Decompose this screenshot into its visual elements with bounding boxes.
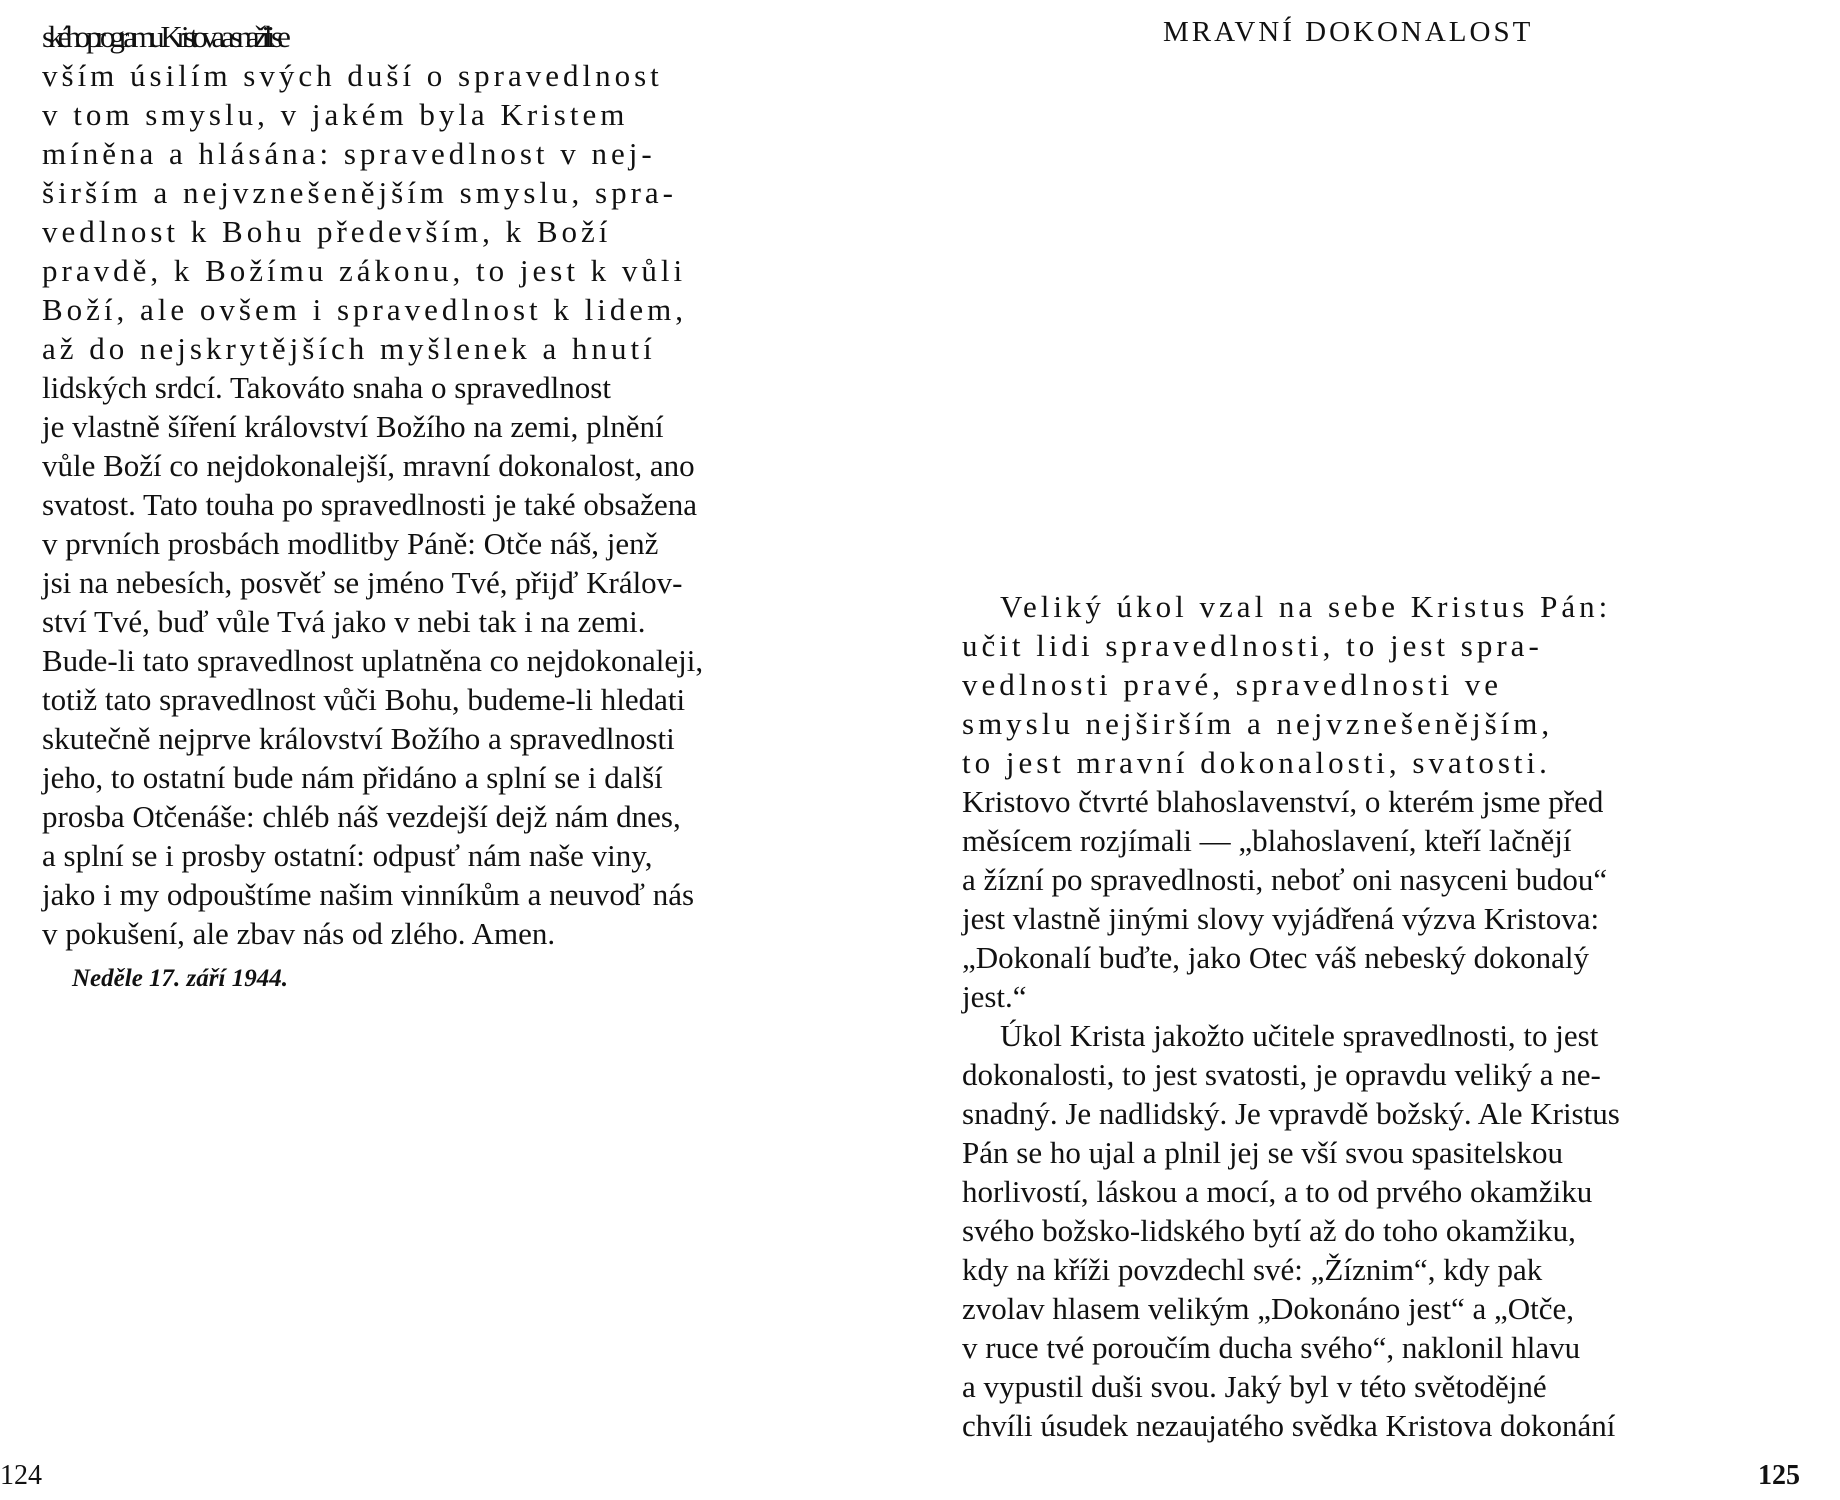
text-line: až do nejskrytějších myšlenek a hnutí <box>42 331 656 366</box>
text-line: širším a nejvznešenějším smyslu, spra- <box>42 175 677 210</box>
running-heading: MRAVNÍ DOKONALOST <box>1163 16 1534 48</box>
text-line: a splní se i prosby ostatní: odpusť nám naše viny, <box>42 838 653 873</box>
text-line: jest vlastně jinými slovy vyjádřená výzva Kristova: <box>962 901 1600 936</box>
text-line: a žízní po spravedlnosti, neboť oni nasyceni budou“ <box>962 862 1608 897</box>
text-line: jest.“ <box>962 979 1027 1014</box>
text-line: chvíli úsudek nezaujatého svědka Kristova dokonání <box>962 1408 1616 1443</box>
text-line: jako i my odpouštíme našim vinníkům a neuvoď nás <box>42 877 695 912</box>
text-line: prosba Otčenáše: chléb náš vezdejší dejž nám dnes, <box>42 799 681 834</box>
text-line: svatost. Tato touha po spravedlnosti je také obsažena <box>42 487 697 522</box>
text-line: míněna a hlásána: spravedlnost v nej- <box>42 136 656 171</box>
text-line: lidských srdcí. Takováto snaha o spravedlnost <box>42 370 611 405</box>
text-line: je vlastně šíření království Božího na zemi, plnění <box>42 409 664 444</box>
text-line: to jest mravní dokonalosti, svatosti. <box>962 745 1551 780</box>
text-line: v pokušení, ale zbav nás od zlého. Amen. <box>42 916 556 951</box>
text-line: smyslu nejširším a nejvznešenějším, <box>962 706 1554 741</box>
text-line: měsícem rozjímali — „blahoslavení, kteří lačnějí <box>962 823 1572 858</box>
text-line: snadný. Je nadlidský. Je vpravdě božský. Ale Kristus <box>962 1096 1620 1131</box>
text-line: skutečně nejprve království Božího a spravedlnosti <box>42 721 675 756</box>
text-line: v tom smyslu, v jakém byla Kristem <box>42 97 629 132</box>
text-line: jsi na nebesích, posvěť se jméno Tvé, přijď Králov- <box>42 565 683 600</box>
text-line: a vypustil duši svou. Jaký byl v této světodějné <box>962 1369 1547 1404</box>
text-line: Kristovo čtvrté blahoslavenství, o kterém jsme před <box>962 784 1604 819</box>
text-line: horlivostí, láskou a mocí, a to od prvého okamžiku <box>962 1174 1593 1209</box>
text-line: totiž tato spravedlnost vůči Bohu, budeme-li hledati <box>42 682 686 717</box>
text-line: pravdě, k Božímu zákonu, to jest k vůli <box>42 253 687 288</box>
text-line: svého božsko-lidského bytí až do toho okamžiku, <box>962 1213 1576 1248</box>
text-line: kdy na kříži povzdechl své: „Žíznim“, kdy pak <box>962 1252 1543 1287</box>
text-line: vůle Boží co nejdokonalejší, mravní dokonalost, ano <box>42 448 695 483</box>
text-line: dokonalosti, to jest svatosti, je opravdu veliký a ne- <box>962 1057 1601 1092</box>
text-line: Boží, ale ovšem i spravedlnost k lidem, <box>42 292 688 327</box>
text-line: Veliký úkol vzal na sebe Kristus Pán: <box>1000 589 1612 624</box>
text-line: Bude-li tato spravedlnost uplatněna co nejdokonaleji, <box>42 643 704 678</box>
text-line: vším úsilím svých duší o spravedlnost <box>42 58 663 93</box>
sermon-date: Neděle 17. září 1944. <box>72 965 288 992</box>
text-line: učit lidi spravedlnosti, to jest spra- <box>962 628 1543 663</box>
text-line: v ruce tvé poroučím ducha svého“, naklonil hlavu <box>962 1330 1581 1365</box>
text-line: vedlnost k Bohu především, k Boží <box>42 214 612 249</box>
page-number-right: 125 <box>1758 1460 1800 1491</box>
text-line: zvolav hlasem velikým „Dokonáno jest“ a „Otče, <box>962 1291 1575 1326</box>
text-line: jeho, to ostatní bude nám přidáno a splní se i další <box>42 760 663 795</box>
text-line: v prvních prosbách modlitby Páně: Otče náš, jenž <box>42 526 659 561</box>
text-line: vedlnosti pravé, spravedlnosti ve <box>962 667 1503 702</box>
text-line: ství Tvé, buď vůle Tvá jako v nebi tak i na zemi. <box>42 604 646 639</box>
text-line: „Dokonalí buďte, jako Otec váš nebeský dokonalý <box>962 940 1589 975</box>
page-number-left: 124 <box>0 1460 42 1491</box>
text-line: Úkol Krista jakožto učitele spravedlnosti, to jest <box>1000 1018 1599 1053</box>
text-line: ského programu Kristova a snažili se <box>42 19 285 54</box>
text-line: Pán se ho ujal a plnil jej se vší svou spasitelskou <box>962 1135 1564 1170</box>
